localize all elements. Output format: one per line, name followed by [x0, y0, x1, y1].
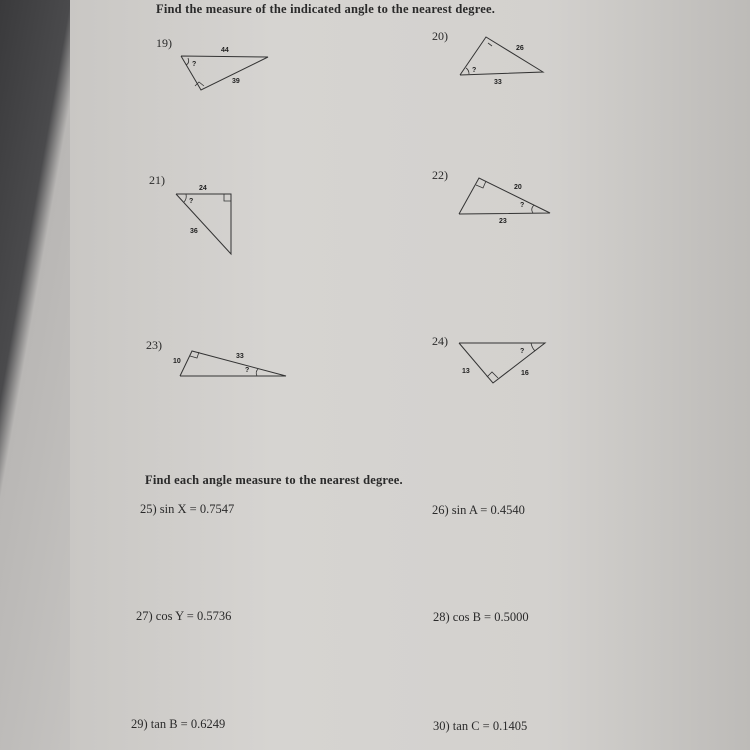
problem-22-side-bottom: 23 [499, 218, 507, 225]
problem-24-angle: ? [520, 348, 525, 355]
problem-20-side-bottom: 33 [494, 79, 502, 86]
problem-27-number: 27) [136, 609, 153, 623]
problem-22-side-top: 20 [514, 184, 522, 191]
problem-26-number: 26) [432, 503, 449, 517]
problem-19-side-top: 44 [221, 47, 229, 54]
problem-28-expression: cos B = 0.5000 [452, 610, 529, 624]
section2-heading: Find each angle measure to the nearest degree. [145, 473, 403, 487]
problem-24-number: 24) [432, 334, 448, 348]
problem-22-number: 22) [432, 168, 448, 182]
problem-25-number: 25) [140, 502, 157, 516]
problem-21-angle: ? [189, 198, 194, 205]
problem-29 [131, 717, 225, 732]
problem-27 [136, 609, 231, 624]
problem-21-side-hyp: 36 [190, 228, 198, 235]
problem-26-expression: sin A = 0.4540 [451, 503, 525, 517]
problem-25 [140, 502, 234, 517]
problem-21-side-top: 24 [199, 185, 207, 192]
problem-23-angle: ? [245, 367, 250, 374]
problem-30-expression: tan C = 0.1405 [452, 719, 528, 733]
problem-23-side-short: 10 [173, 358, 181, 365]
problem-24-side-right: 16 [521, 370, 529, 377]
section1-heading: Find the measure of the indicated angle to the nearest degree. [156, 2, 496, 16]
problem-27-expression: cos Y = 0.5736 [155, 609, 232, 623]
problem-19-side-right: 39 [232, 78, 240, 85]
problem-20-side-top: 26 [516, 45, 524, 52]
problem-23-side-long: 33 [236, 353, 244, 360]
problem-19-number: 19) [156, 36, 172, 50]
problem-25-expression: sin X = 0.7547 [159, 502, 235, 516]
problem-19-angle: ? [192, 61, 197, 68]
problem-30 [433, 719, 527, 734]
problem-29-expression: tan B = 0.6249 [150, 717, 226, 731]
problem-26 [432, 503, 525, 518]
problem-29-number: 29) [131, 717, 148, 731]
problem-30-number: 30) [433, 719, 450, 733]
problem-28 [433, 610, 529, 625]
problem-20-angle: ? [472, 67, 477, 74]
problem-22-angle: ? [520, 202, 525, 209]
problem-28-number: 28) [433, 610, 450, 624]
problem-24-side-left: 13 [462, 368, 470, 375]
problem-20-number: 20) [432, 29, 448, 43]
problem-21-number: 21) [149, 173, 165, 187]
problem-23-number: 23) [146, 338, 162, 352]
